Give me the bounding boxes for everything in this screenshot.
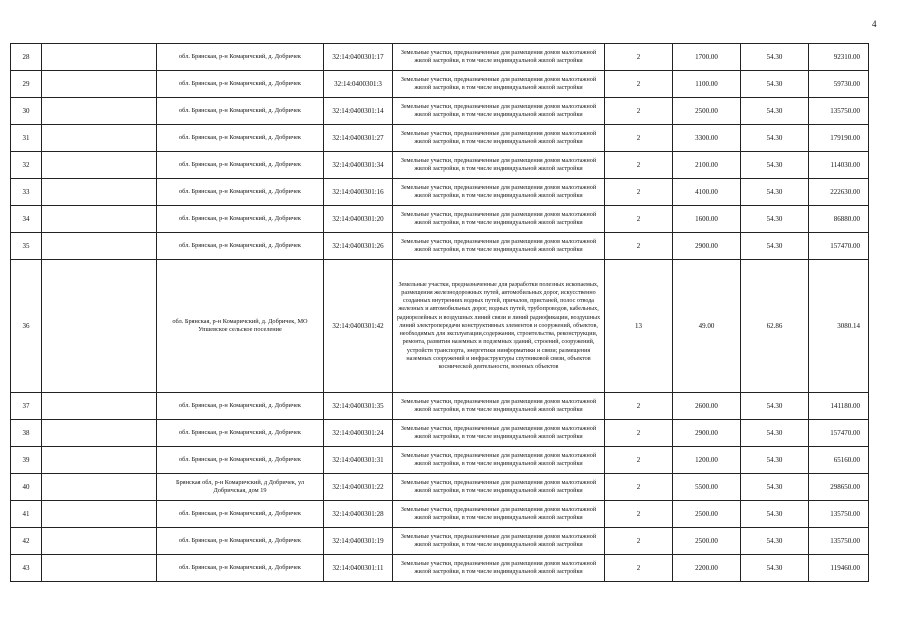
area-cell: 2600.00 [673, 393, 741, 420]
empty-cell [42, 233, 157, 260]
specific-value-cell: 62.86 [741, 260, 809, 393]
table-row [11, 528, 869, 555]
cadastral-number-cell: 32:14:0400301:19 [324, 528, 393, 555]
cadastral-number-cell: 32:14:0400301:11 [324, 555, 393, 582]
cadastral-number-cell: 32:14:0400301:42 [324, 260, 393, 393]
cadastral-number-cell: 32:14:0400301:16 [324, 179, 393, 206]
group-cell: 2 [605, 71, 673, 98]
table-row [11, 98, 869, 125]
group-cell: 2 [605, 447, 673, 474]
specific-value-cell: 54.30 [741, 474, 809, 501]
group-cell: 2 [605, 420, 673, 447]
group-cell: 2 [605, 125, 673, 152]
specific-value-cell: 54.30 [741, 233, 809, 260]
row-number: 28 [11, 44, 42, 71]
empty-cell [42, 420, 157, 447]
area-cell: 2900.00 [673, 233, 741, 260]
cadastral-number-cell: 32:14:0400301:24 [324, 420, 393, 447]
cadastral-number-cell: 32:14:0400301:14 [324, 98, 393, 125]
cadastral-number-cell: 32:14:0400301:27 [324, 125, 393, 152]
address-cell: обл. Брянская, р-н Комаричский, д. Добричек [157, 206, 324, 233]
table-row [11, 420, 869, 447]
land-use-cell: Земельные участки, предназначенные для размещения домов малоэтажной жилой застройки, в том числе индивидуальной жилой застройки [393, 555, 605, 582]
area-cell: 2500.00 [673, 528, 741, 555]
cadastral-value-cell: 179190.00 [809, 125, 869, 152]
group-cell: 2 [605, 44, 673, 71]
group-cell: 2 [605, 555, 673, 582]
empty-cell [42, 71, 157, 98]
cadastral-value-cell: 114030.00 [809, 152, 869, 179]
table-row [11, 393, 869, 420]
specific-value-cell: 54.30 [741, 420, 809, 447]
address-cell: обл. Брянская, р-н Комаричский, д. Добричек [157, 152, 324, 179]
address-cell: обл. Брянская, р-н Комаричский, д. Добричек [157, 420, 324, 447]
table-row [11, 71, 869, 98]
cadastral-number-cell: 32:14:0400301:31 [324, 447, 393, 474]
cadastral-number-cell: 32:14:0400301:26 [324, 233, 393, 260]
specific-value-cell: 54.30 [741, 179, 809, 206]
land-use-cell: Земельные участки, предназначенные для размещения домов малоэтажной жилой застройки, в том числе индивидуальной жилой застройки [393, 420, 605, 447]
table-row [11, 555, 869, 582]
group-cell: 2 [605, 179, 673, 206]
address-cell: Брянская обл, р-н Комаричский, д Добричек, ул Добричская, дом 19 [157, 474, 324, 501]
empty-cell [42, 44, 157, 71]
address-cell: обл. Брянская, р-н Комаричский, д. Добричек [157, 447, 324, 474]
land-use-cell: Земельные участки, предназначенные для размещения домов малоэтажной жилой застройки, в том числе индивидуальной жилой застройки [393, 501, 605, 528]
row-number: 36 [11, 260, 42, 393]
land-use-cell: Земельные участки, предназначенные для размещения домов малоэтажной жилой застройки, в том числе индивидуальной жилой застройки [393, 528, 605, 555]
cadastral-value-cell: 3080.14 [809, 260, 869, 393]
specific-value-cell: 54.30 [741, 206, 809, 233]
table-row [11, 233, 869, 260]
empty-cell [42, 179, 157, 206]
cadastral-value-cell: 135750.00 [809, 528, 869, 555]
table-row [11, 179, 869, 206]
land-use-cell: Земельные участки, предназначенные для размещения домов малоэтажной жилой застройки, в том числе индивидуальной жилой застройки [393, 474, 605, 501]
table-row [11, 206, 869, 233]
group-cell: 2 [605, 152, 673, 179]
table-row [11, 474, 869, 501]
row-number: 34 [11, 206, 42, 233]
group-cell: 2 [605, 393, 673, 420]
address-cell: обл. Брянская, р-н Комаричский, д. Добричек [157, 179, 324, 206]
address-cell: обл. Брянская, р-н Комаричский, д. Добричек, МО Упшевское сельское поселение [157, 260, 324, 393]
specific-value-cell: 54.30 [741, 501, 809, 528]
address-cell: обл. Брянская, р-н Комаричский, д. Добричек [157, 555, 324, 582]
land-use-cell: Земельные участки, предназначенные для размещения домов малоэтажной жилой застройки, в том числе индивидуальной жилой застройки [393, 393, 605, 420]
table-row [11, 260, 869, 393]
area-cell: 1700.00 [673, 44, 741, 71]
page-number: 4 [872, 19, 877, 29]
specific-value-cell: 54.30 [741, 152, 809, 179]
row-number: 37 [11, 393, 42, 420]
row-number: 32 [11, 152, 42, 179]
cadastral-value-cell: 119460.00 [809, 555, 869, 582]
row-number: 31 [11, 125, 42, 152]
land-use-cell: Земельные участки, предназначенные для размещения домов малоэтажной жилой застройки, в том числе индивидуальной жилой застройки [393, 44, 605, 71]
area-cell: 2900.00 [673, 420, 741, 447]
land-use-cell: Земельные участки, предназначенные для размещения домов малоэтажной жилой застройки, в том числе индивидуальной жилой застройки [393, 179, 605, 206]
area-cell: 2500.00 [673, 501, 741, 528]
area-cell: 49.00 [673, 260, 741, 393]
table-row [11, 501, 869, 528]
specific-value-cell: 54.30 [741, 125, 809, 152]
row-number: 38 [11, 420, 42, 447]
row-number: 33 [11, 179, 42, 206]
specific-value-cell: 54.30 [741, 98, 809, 125]
address-cell: обл. Брянская, р-н Комаричский, д. Добричек [157, 393, 324, 420]
group-cell: 2 [605, 528, 673, 555]
row-number: 29 [11, 71, 42, 98]
empty-cell [42, 152, 157, 179]
cadastral-number-cell: 32:14:0400301:20 [324, 206, 393, 233]
row-number: 42 [11, 528, 42, 555]
specific-value-cell: 54.30 [741, 393, 809, 420]
cadastral-value-cell: 298650.00 [809, 474, 869, 501]
land-use-cell: Земельные участки, предназначенные для размещения домов малоэтажной жилой застройки, в том числе индивидуальной жилой застройки [393, 206, 605, 233]
cadastral-value-cell: 222630.00 [809, 179, 869, 206]
row-number: 39 [11, 447, 42, 474]
area-cell: 2100.00 [673, 152, 741, 179]
specific-value-cell: 54.30 [741, 71, 809, 98]
empty-cell [42, 206, 157, 233]
specific-value-cell: 54.30 [741, 44, 809, 71]
address-cell: обл. Брянская, р-н Комаричский, д. Добричек [157, 44, 324, 71]
land-use-cell: Земельные участки, предназначенные для размещения домов малоэтажной жилой застройки, в том числе индивидуальной жилой застройки [393, 233, 605, 260]
table-row [11, 152, 869, 179]
empty-cell [42, 474, 157, 501]
address-cell: обл. Брянская, р-н Комаричский, д. Добричек [157, 233, 324, 260]
area-cell: 4100.00 [673, 179, 741, 206]
address-cell: обл. Брянская, р-н Комаричский, д. Добричек [157, 98, 324, 125]
empty-cell [42, 98, 157, 125]
table-row [11, 44, 869, 71]
empty-cell [42, 260, 157, 393]
row-number: 40 [11, 474, 42, 501]
area-cell: 3300.00 [673, 125, 741, 152]
cadastral-number-cell: 32:14:0400301:28 [324, 501, 393, 528]
area-cell: 2200.00 [673, 555, 741, 582]
group-cell: 2 [605, 501, 673, 528]
empty-cell [42, 528, 157, 555]
area-cell: 5500.00 [673, 474, 741, 501]
land-use-cell: Земельные участки, предназначенные для размещения домов малоэтажной жилой застройки, в том числе индивидуальной жилой застройки [393, 125, 605, 152]
cadastral-value-cell: 59730.00 [809, 71, 869, 98]
group-cell: 2 [605, 233, 673, 260]
address-cell: обл. Брянская, р-н Комаричский, д. Добричек [157, 71, 324, 98]
land-use-cell: Земельные участки, предназначенные для разработки полезных ископаемых, размещения железнодорожных путей, автомобильных дорог, искусственно созданных внутренних водных путей, причалов, пристаней, полос отвода железных и автомобильных дорог, водных путей, трубопроводов, кабельных, радиорелейных и воздушных линий связи и линий радиофикации, воздушных линий электропередачи конструктивных элементов и сооружений, объектов, необходимых для эксплуатации,содержания, строительства, реконструкции, ремонта, развития наземных и подземных зданий, строений, сооружений, устройств транспорта, энергетики иинформатики и связи; размещения наземных сооружений и инфраструктуры спутниковой связи, объектов космической деятельности, военных объектов [393, 260, 605, 393]
address-cell: обл. Брянская, р-н Комаричский, д. Добричек [157, 501, 324, 528]
area-cell: 1600.00 [673, 206, 741, 233]
cadastral-value-cell: 157470.00 [809, 420, 869, 447]
table-row [11, 447, 869, 474]
cadastral-number-cell: 32:14:0400301:17 [324, 44, 393, 71]
group-cell: 13 [605, 260, 673, 393]
cadastral-value-cell: 92310.00 [809, 44, 869, 71]
area-cell: 1200.00 [673, 447, 741, 474]
row-number: 30 [11, 98, 42, 125]
cadastral-number-cell: 32:14:0400301:35 [324, 393, 393, 420]
cadastral-value-cell: 141180.00 [809, 393, 869, 420]
cadastral-value-cell: 135750.00 [809, 501, 869, 528]
address-cell: обл. Брянская, р-н Комаричский, д. Добричек [157, 528, 324, 555]
cadastral-value-cell: 135750.00 [809, 98, 869, 125]
cadastral-value-cell: 86880.00 [809, 206, 869, 233]
table-body [11, 44, 869, 582]
empty-cell [42, 125, 157, 152]
cadastral-number-cell: 32:14:0400301:3 [324, 71, 393, 98]
group-cell: 2 [605, 206, 673, 233]
cadastral-value-cell: 157470.00 [809, 233, 869, 260]
cadastral-number-cell: 32:14:0400301:34 [324, 152, 393, 179]
empty-cell [42, 393, 157, 420]
row-number: 35 [11, 233, 42, 260]
address-cell: обл. Брянская, р-н Комаричский, д. Добричек [157, 125, 324, 152]
land-use-cell: Земельные участки, предназначенные для размещения домов малоэтажной жилой застройки, в том числе индивидуальной жилой застройки [393, 447, 605, 474]
cadastral-number-cell: 32:14:0400301:22 [324, 474, 393, 501]
group-cell: 2 [605, 98, 673, 125]
area-cell: 2500.00 [673, 98, 741, 125]
row-number: 41 [11, 501, 42, 528]
empty-cell [42, 447, 157, 474]
table-row [11, 125, 869, 152]
specific-value-cell: 54.30 [741, 555, 809, 582]
empty-cell [42, 555, 157, 582]
cadastral-value-cell: 65160.00 [809, 447, 869, 474]
area-cell: 1100.00 [673, 71, 741, 98]
row-number: 43 [11, 555, 42, 582]
land-use-cell: Земельные участки, предназначенные для размещения домов малоэтажной жилой застройки, в том числе индивидуальной жилой застройки [393, 152, 605, 179]
specific-value-cell: 54.30 [741, 447, 809, 474]
specific-value-cell: 54.30 [741, 528, 809, 555]
cadastral-value-table [10, 43, 869, 582]
empty-cell [42, 501, 157, 528]
group-cell: 2 [605, 474, 673, 501]
land-use-cell: Земельные участки, предназначенные для размещения домов малоэтажной жилой застройки, в том числе индивидуальной жилой застройки [393, 71, 605, 98]
land-use-cell: Земельные участки, предназначенные для размещения домов малоэтажной жилой застройки, в том числе индивидуальной жилой застройки [393, 98, 605, 125]
